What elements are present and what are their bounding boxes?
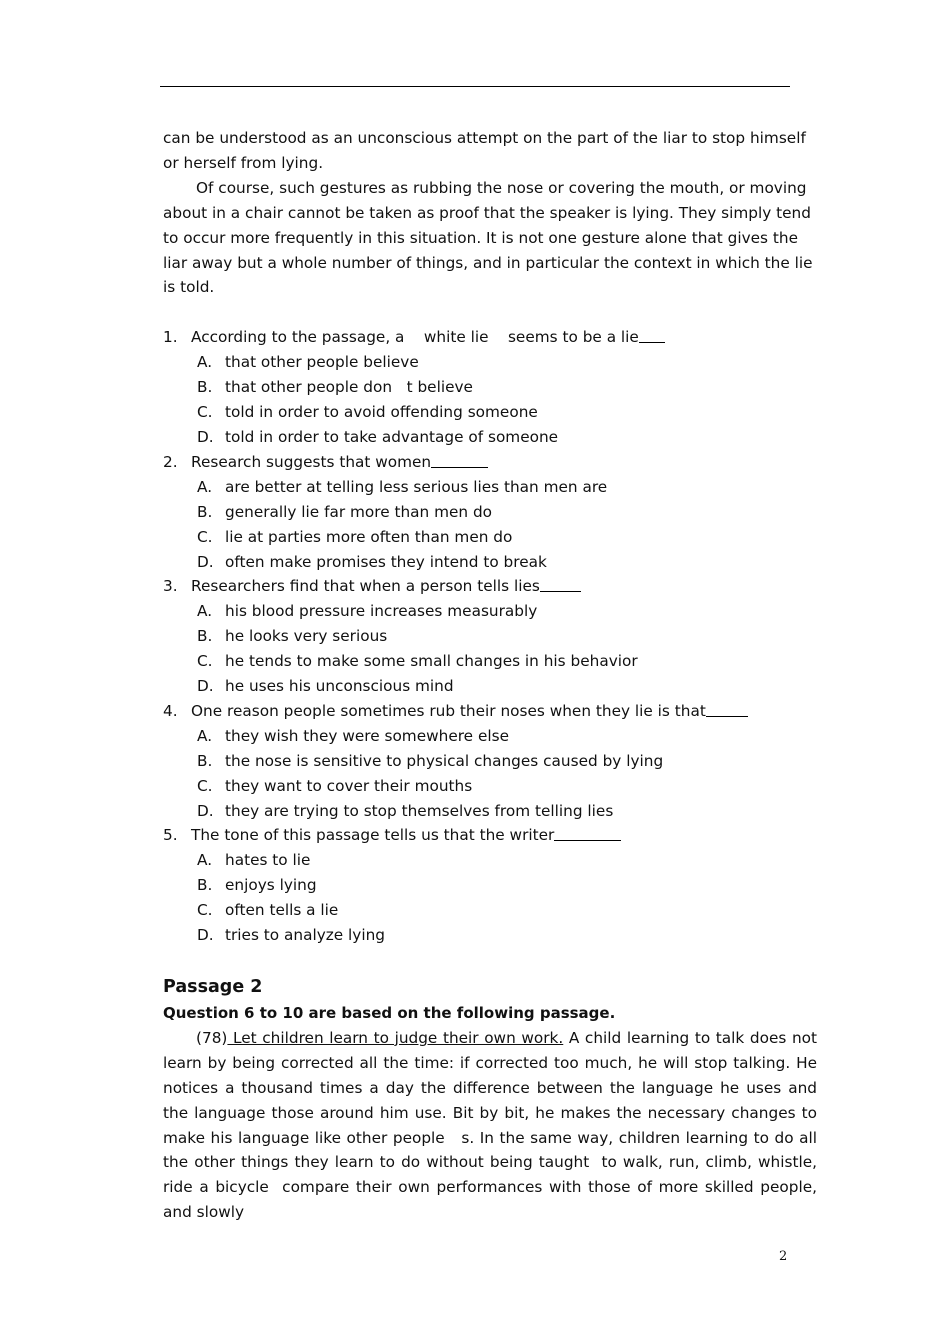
option-letter: A. xyxy=(197,353,213,372)
option-letter: C. xyxy=(197,403,213,422)
option-letter: B. xyxy=(197,378,213,397)
document-body xyxy=(163,126,817,1225)
question-text: Research suggests that women xyxy=(191,452,432,471)
question-text: The tone of this passage tells us that the writer xyxy=(191,826,555,845)
option-text: enjoys lying xyxy=(225,876,317,895)
option xyxy=(163,475,817,500)
option xyxy=(163,599,817,624)
question-list xyxy=(163,325,817,948)
passage-2-text: A child learning to talk does not learn by being corrected all the time: if corrected too much, he will stop talking. He notices a thousand times a day the difference between the language he uses and the language those around him use. Bit by bit, he makes the necessary changes to make his language like other people s. In the same way, children learning to do all the other things they learn to do without being taught to walk, run, climb, whistle, ride a bicycle compare their own performances with those of more skilled people, and slowly xyxy=(163,1028,818,1222)
passage-2-paragraph xyxy=(163,1026,817,1225)
underlined-sentence: Let children learn to judge their own work. xyxy=(227,1028,564,1047)
option xyxy=(163,400,817,425)
option xyxy=(163,350,817,375)
option-letter: C. xyxy=(197,652,213,671)
option xyxy=(163,923,817,948)
option-letter: A. xyxy=(197,602,213,621)
option-letter: D. xyxy=(197,427,214,446)
question-3 xyxy=(163,574,817,599)
option-letter: C. xyxy=(197,527,213,546)
option-text: often tells a lie xyxy=(225,901,339,920)
option xyxy=(163,749,817,774)
question-5 xyxy=(163,823,817,848)
option xyxy=(163,799,817,824)
question-number: 4. xyxy=(163,701,178,720)
answer-blank xyxy=(706,699,748,717)
option-letter: D. xyxy=(197,801,214,820)
option xyxy=(163,500,817,525)
option xyxy=(163,425,817,450)
option-text: they wish they were somewhere else xyxy=(225,726,510,745)
option xyxy=(163,624,817,649)
answer-blank xyxy=(554,823,621,841)
option xyxy=(163,724,817,749)
question-number: 1. xyxy=(163,328,178,347)
option-text: often make promises they intend to break xyxy=(225,552,547,571)
option-letter: C. xyxy=(197,901,213,920)
answer-blank xyxy=(540,574,581,592)
option-text: that other people don t believe xyxy=(225,378,473,397)
option xyxy=(163,848,817,873)
option-text: the nose is sensitive to physical changes caused by lying xyxy=(225,751,664,770)
question-2 xyxy=(163,450,817,475)
option xyxy=(163,674,817,699)
option-text: they want to cover their mouths xyxy=(225,776,473,795)
option xyxy=(163,375,817,400)
question-number: 3. xyxy=(163,577,178,596)
option-letter: B. xyxy=(197,751,213,770)
option-text: told in order to avoid offending someone xyxy=(225,403,538,422)
option-text: tries to analyze lying xyxy=(225,926,386,945)
option-text: his blood pressure increases measurably xyxy=(225,602,538,621)
question-text: According to the passage, a white lie seems to be a lie xyxy=(191,328,639,347)
passage1-paragraph-2: Of course, such gestures as rubbing the nose or covering the mouth, or moving about in a chair cannot be taken as proof that the speaker is lying. They simply tend to occur more frequently in this situation. It is not one gesture alone that gives the liar away but a whole number of things, and in particular the context in which the lie is told. xyxy=(163,178,813,297)
option-text: that other people believe xyxy=(225,353,419,372)
option xyxy=(163,873,817,898)
option xyxy=(163,550,817,575)
question-1 xyxy=(163,325,817,350)
option xyxy=(163,649,817,674)
option-letter: B. xyxy=(197,876,213,895)
question-text: One reason people sometimes rub their noses when they lie is that xyxy=(191,701,706,720)
option-letter: D. xyxy=(197,552,214,571)
option-letter: B. xyxy=(197,627,213,646)
answer-blank xyxy=(639,325,665,343)
option-text: they are trying to stop themselves from telling lies xyxy=(225,801,614,820)
option-text: he tends to make some small changes in his behavior xyxy=(225,652,638,671)
question-text: Researchers find that when a person tells lies xyxy=(191,577,540,596)
option xyxy=(163,898,817,923)
passage-2-instruction: Question 6 to 10 are based on the following passage. xyxy=(163,1004,616,1022)
option-letter: C. xyxy=(197,776,213,795)
header-rule xyxy=(160,86,790,87)
option-text: he looks very serious xyxy=(225,627,388,646)
answer-blank xyxy=(431,450,488,468)
option-text: told in order to take advantage of someone xyxy=(225,427,559,446)
option-text: he uses his unconscious mind xyxy=(225,677,454,696)
option-letter: B. xyxy=(197,502,213,521)
option-text: hates to lie xyxy=(225,851,311,870)
option-letter: A. xyxy=(197,851,213,870)
option-letter: A. xyxy=(197,726,213,745)
option-letter: D. xyxy=(197,677,214,696)
page-number: 2 xyxy=(779,1249,788,1264)
option-text: lie at parties more often than men do xyxy=(225,527,513,546)
question-number: 5. xyxy=(163,826,178,845)
option-text: generally lie far more than men do xyxy=(225,502,493,521)
question-4 xyxy=(163,699,817,724)
option xyxy=(163,525,817,550)
question-marker: (78) xyxy=(196,1028,228,1047)
option-letter: D. xyxy=(197,926,214,945)
question-number: 2. xyxy=(163,452,178,471)
passage1-paragraph-1: can be understood as an unconscious attempt on the part of the liar to stop himself or herself from lying. xyxy=(163,129,806,172)
option-text: are better at telling less serious lies than men are xyxy=(225,477,608,496)
option-letter: A. xyxy=(197,477,213,496)
passage-2-title: Passage 2 xyxy=(163,977,263,997)
spacer xyxy=(163,300,817,325)
option xyxy=(163,774,817,799)
